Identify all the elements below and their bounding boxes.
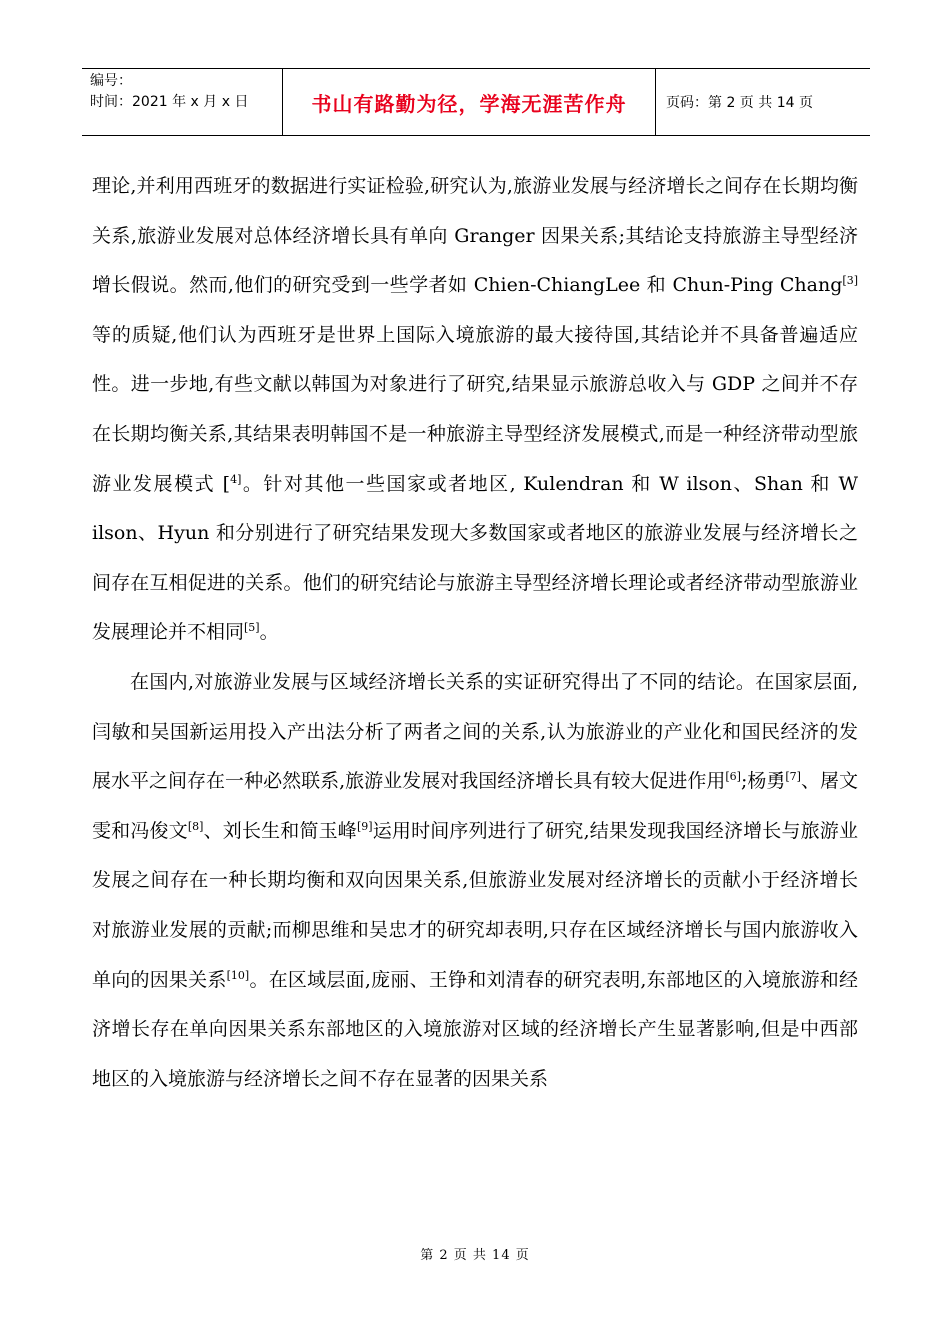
para2-text-2: ;杨勇	[740, 770, 786, 793]
para1-text-3: 。针对其他一些国家或者地区, Kulendran 和 W ilson、Shan 和 W ilson、Hyun 和分别进行了研究结果发现大多数国家或者地区的旅游业发展与经济增长之间存在互相促进的关系。他们的研究结论与旅游主导型经济增长理论或者经济带动型旅游业发展理论并不相同	[92, 472, 858, 644]
para2-text-3: 、屠文雯和冯俊文	[92, 770, 858, 842]
footer-page-number: 第 2 页 共 14 页	[420, 1248, 530, 1263]
paragraph-2	[92, 658, 858, 1104]
citation-4: 4]	[230, 472, 242, 486]
header-meta	[82, 69, 282, 135]
citation-6: [6]	[725, 770, 741, 784]
doc-time-label: 时间：2021 年 x 月 x 日	[90, 94, 249, 110]
citation-10: [10]	[226, 968, 250, 982]
doc-number-label: 编号：	[90, 73, 132, 89]
para1-text-2: 等的质疑,他们认为西班牙是世界上国际入境旅游的最大接待国,其结论并不具备普遍适应性。进一步地,有些文献以韩国为对象进行了研究,结果显示旅游总收入与 GDP 之间并不存在长期均衡关系,其结果表明韩国不是一种旅游主导型经济发展模式,而是一种经济带动型旅游业发展模式 [	[92, 323, 858, 495]
citation-9: [9]	[356, 819, 373, 833]
page-footer	[0, 1244, 950, 1263]
paragraph-1	[92, 162, 858, 658]
para2-text-1: 在国内,对旅游业发展与区域经济增长关系的实证研究得出了不同的结论。在国家层面,闫敏和吴国新运用投入产出法分析了两者之间的关系,认为旅游业的产业化和国民经济的发展水平之间存在一种必然联系,旅游业发展对我国经济增长具有较大促进作用	[92, 670, 858, 793]
motto-text: 书山有路勤为径，学海无涯苦作舟	[311, 91, 627, 116]
para2-text-5: 运用时间序列进行了研究,结果发现我国经济增长与旅游业发展之间存在一种长期均衡和双向因果关系,但旅游业发展对经济增长的贡献小于经济增长对旅游业发展的贡献;而柳思维和吴忠才的研究却表明,只存在区域经济增长与国内旅游收入单向的因果关系	[92, 819, 858, 991]
para1-text-4: 。	[259, 621, 279, 644]
citation-7: [7]	[785, 770, 801, 784]
page-header	[82, 68, 870, 136]
citation-5: [5]	[244, 621, 260, 635]
page-info-text: 页码：第 2 页 共 14 页	[666, 95, 813, 111]
citation-8: [8]	[187, 819, 204, 833]
para1-text-1: 理论,并利用西班牙的数据进行实证检验,研究认为,旅游业发展与经济增长之间存在长期均衡关系,旅游业发展对总体经济增长具有单向 Granger 因果关系;其结论支持旅游主导型经济增长假说。然而,他们的研究受到一些学者如 Chien-ChiangLee 和 Chun-Ping Chang	[92, 175, 858, 297]
citation-3: [3]	[842, 274, 858, 288]
header-page-info	[656, 69, 870, 135]
para2-text-6: 。在区域层面,庞丽、王铮和刘清春的研究表明,东部地区的入境旅游和经济增长存在单向因果关系东部地区的入境旅游对区域的经济增长产生显著影响,但是中西部地区的入境旅游与经济增长之间不存在显著的因果关系	[92, 968, 858, 1090]
header-motto	[282, 69, 656, 135]
para2-text-4: 、刘长生和简玉峰	[203, 819, 357, 842]
document-body	[92, 162, 858, 1104]
